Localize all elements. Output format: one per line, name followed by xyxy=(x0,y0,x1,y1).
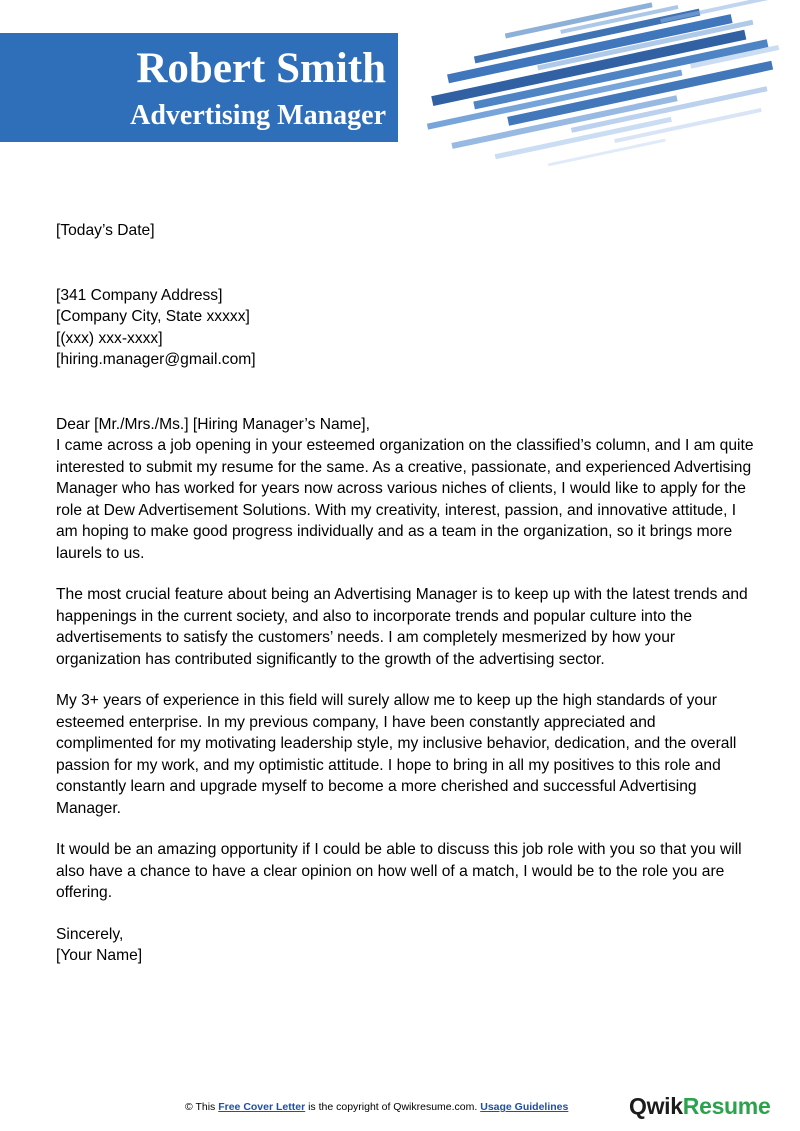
applicant-job-title: Advertising Manager xyxy=(130,100,386,131)
cover-letter-body xyxy=(56,220,756,967)
address-line: [(xxx) xxx-xxxx] xyxy=(56,329,163,347)
closing: Sincerely, xyxy=(56,925,124,943)
qwikresume-logo xyxy=(629,1093,770,1120)
footer-text: is the copyright of Qwikresume.com. xyxy=(305,1101,481,1113)
footer-text: © This xyxy=(185,1101,219,1113)
body-paragraph: I came across a job opening in your esteemed organization on the classified’s column, and I am quite interested to submit my resume for the same. As a creative, passionate, and experienced Advertising Manager who has worked for years now across various niches of clients, I would like to apply for the role at Dew Advertisement Solutions. With my creativity, interest, passion, and innovative attitude, I am hoping to make good progress individually and as a team in the organization, so it brings more laurels to us. xyxy=(56,437,754,562)
body-paragraph: It would be an amazing opportunity if I could be able to discuss this job role with you so that you will also have a chance to have a clear opinion on how well of a match, I would be to the role you are offering. xyxy=(56,841,742,901)
usage-guidelines-link[interactable]: Usage Guidelines xyxy=(480,1101,569,1113)
logo-part-resume: Resume xyxy=(682,1093,771,1119)
free-cover-letter-link[interactable]: Free Cover Letter xyxy=(218,1101,306,1113)
letter-date: [Today’s Date] xyxy=(56,222,155,239)
salutation: Dear [Mr./Mrs./Ms.] [Hiring Manager’s Name], xyxy=(56,415,370,433)
address-line: [Company City, State xxxxx] xyxy=(56,308,250,325)
body-paragraph: The most crucial feature about being an Advertising Manager is to keep up with the latest trends and happenings in the current society, and also to incorporate trends and popular culture into the advertisements to satisfy the customers’ needs. I am completely mesmerized by how your organization has contributed significantly to the growth of the advertising sector. xyxy=(56,586,748,668)
body-paragraph: My 3+ years of experience in this field will surely allow me to keep up the high standards of your esteemed enterprise. In my previous company, I have been constantly appreciated and complimented for my motivating leadership style, my inclusive behavior, dedication, and the overall passion for my work, and my optimistic attitude. I hope to bring in all my positives to this role and constantly learn and upgrade myself to become a more cherished and successful Advertising Manager. xyxy=(56,692,737,817)
signature: [Your Name] xyxy=(56,947,143,964)
address-line: [hiring.manager@gmail.com] xyxy=(56,351,256,368)
applicant-name: Robert Smith xyxy=(136,45,386,92)
copyright-footer xyxy=(185,1101,568,1113)
decorative-streaks-graphic xyxy=(425,0,800,185)
address-line: [341 Company Address] xyxy=(56,286,223,304)
header-banner xyxy=(0,33,398,142)
logo-part-qwik: Qwik xyxy=(629,1093,683,1119)
